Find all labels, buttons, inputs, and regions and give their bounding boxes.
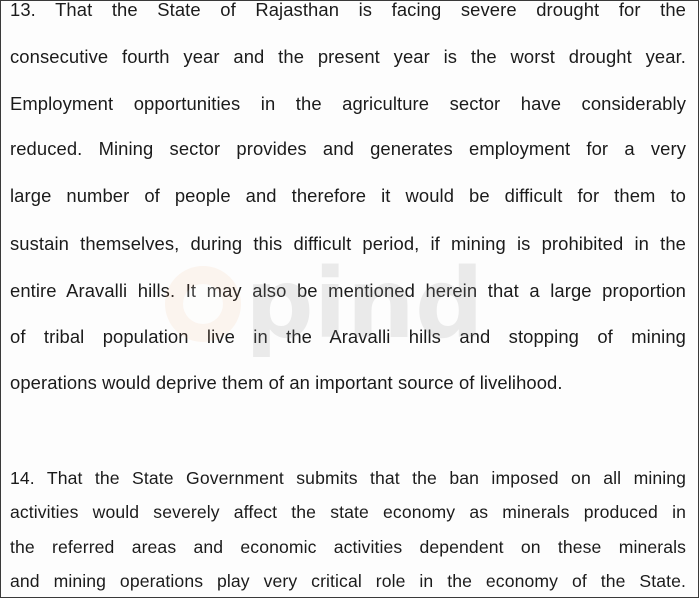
paragraph-13-line: of tribal population live in the Aravalli hills and stopping of mining [10, 326, 686, 347]
paragraph-13-line: sustain themselves, during this difficult period, if mining is prohibited in the [10, 233, 686, 254]
paragraph-13-line: operations would deprive them of an important source of livelihood. [10, 372, 563, 393]
paragraph-14-line: 14. That the State Government submits that the ban imposed on all mining [10, 468, 686, 488]
paragraph-13-line: consecutive fourth year and the present year is the worst drought year. [10, 46, 686, 67]
paragraph-14-line: and mining operations play very critical role in the economy of the State. [10, 571, 686, 591]
watermark-text: pind [245, 249, 484, 359]
paragraph-13-line: reduced. Mining sector provides and generates employment for a very [10, 138, 686, 159]
paragraph-13-line: Employment opportunities in the agriculture sector have considerably [10, 93, 686, 114]
paragraph-14-line: the referred areas and economic activities dependent on these minerals [10, 537, 686, 557]
paragraph-13-line: large number of people and therefore it would be difficult for them to [10, 185, 686, 206]
paragraph-13-line: entire Aravalli hills. It may also be mentioned herein that a large proportion [10, 280, 686, 301]
paragraph-13-line: 13. That the State of Rajasthan is facing severe drought for the [10, 0, 686, 20]
paragraph-14-line: activities would severely affect the state economy as minerals produced in [10, 502, 686, 522]
